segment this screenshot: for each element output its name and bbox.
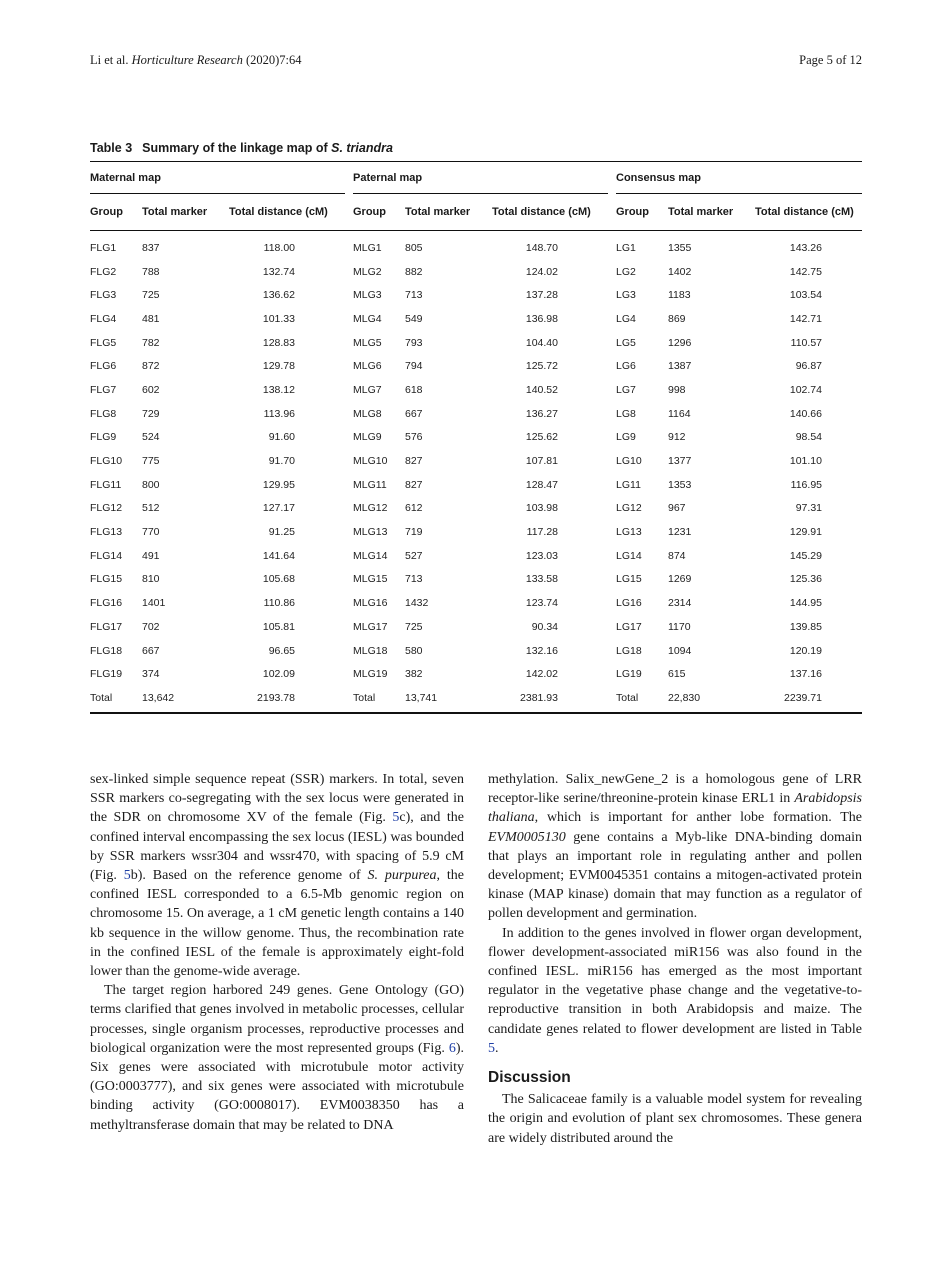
cell-total-marker: 1355 — [668, 241, 692, 254]
cell-total-marker: 770 — [142, 526, 160, 539]
table-row — [90, 331, 862, 355]
cell-total-marker: 618 — [405, 383, 423, 396]
cell-total-marker: 1164 — [668, 407, 691, 420]
cell-total-distance: 139.85 — [789, 620, 822, 633]
table-row — [90, 449, 862, 473]
paragraph: The target region harbored 249 genes. Gene Ontology (GO) terms clarified that genes involved in metabolic processes, cellular processes, single organism processes, reproductive processes and biological organization were the most represented groups (Fig. 6). Six genes were associated with microtubule motor activity (GO:0003777), and six genes were associated with microtubule binding activity (GO:0008017). EVM0038350 has a methyltransferase domain that may be related to DNA — [90, 983, 464, 1133]
running-head-journal: Horticulture Research — [131, 53, 243, 67]
cell-group: LG12 — [616, 502, 642, 515]
cell-group: LG3 — [616, 289, 636, 302]
cell-total-distance: 123.03 — [525, 549, 558, 562]
cell-group: FLG11 — [90, 478, 122, 491]
cell-group: FLG19 — [90, 668, 123, 681]
table-row — [90, 354, 862, 378]
table-row — [90, 473, 862, 497]
table-row — [90, 568, 862, 592]
cell-total-distance: 128.83 — [262, 336, 295, 349]
cell-total-distance: 144.95 — [789, 597, 822, 610]
cell-group: LG13 — [616, 526, 642, 539]
cell-total-marker: 782 — [142, 336, 160, 349]
cell-total-marker: 1353 — [668, 478, 692, 491]
cell-total-distance: 140.66 — [789, 407, 822, 420]
table-label: Table 3 — [90, 141, 133, 155]
cell-total-distance: 129.78 — [262, 360, 295, 373]
cell-total-distance: 91.70 — [268, 455, 295, 468]
cell-group: MLG8 — [353, 407, 382, 420]
cell-total-marker: 998 — [668, 383, 686, 396]
cell-total-marker: 872 — [142, 360, 160, 373]
cell-total-marker: 524 — [142, 431, 160, 444]
cell-total-distance: 136.98 — [525, 312, 558, 325]
cell-total-distance: 107.81 — [525, 455, 558, 468]
cell-total-marker: 580 — [405, 644, 423, 657]
group-header-maternal: Maternal map — [90, 162, 353, 194]
cell-total-distance: 136.27 — [525, 407, 558, 420]
cell-total-marker: 1269 — [668, 573, 692, 586]
cell-group: MLG18 — [353, 644, 388, 657]
cell-group: FLG16 — [90, 597, 123, 610]
cell-total-marker: 912 — [668, 431, 686, 444]
cell-total-marker: 1170 — [668, 620, 691, 633]
cell-total-marker: 2314 — [668, 597, 692, 610]
cell-group: FLG8 — [90, 407, 117, 420]
cell-total-distance: 2381.93 — [520, 691, 558, 704]
cell-group: LG16 — [616, 597, 642, 610]
cell-total-distance: 137.16 — [789, 668, 822, 681]
cell-group: LG14 — [616, 549, 642, 562]
cell-group: FLG1 — [90, 241, 117, 254]
table-body — [90, 236, 862, 710]
cell-total-distance: 98.54 — [795, 431, 822, 444]
table-title-main: Summary of the linkage map of — [142, 141, 328, 155]
table-group-header-row — [90, 162, 862, 194]
cell-total-marker: 788 — [142, 265, 160, 278]
cell-total-marker: 1401 — [142, 597, 166, 610]
cell-total-marker: 793 — [405, 336, 423, 349]
cell-total-marker: 810 — [142, 573, 160, 586]
cell-total-distance: 133.58 — [525, 573, 558, 586]
cell-group: MLG6 — [353, 360, 382, 373]
cell-total-marker: 374 — [142, 668, 160, 681]
table-row — [90, 260, 862, 284]
cell-total-marker: 1432 — [405, 597, 429, 610]
cell-group: MLG13 — [353, 526, 388, 539]
cell-total-marker: 13,741 — [405, 691, 438, 704]
cell-total-distance: 101.10 — [789, 455, 822, 468]
cell-total-marker: 794 — [405, 360, 423, 373]
table-column-header-row — [90, 194, 862, 231]
table-row — [90, 544, 862, 568]
cell-total-distance: 143.26 — [789, 241, 822, 254]
cell-total-marker: 713 — [405, 289, 423, 302]
table-row — [90, 639, 862, 663]
paragraph: In addition to the genes involved in flower organ development, flower development-associated miR156 was also found in the confined IESL. miR156 has emerged as the most important regulator in the vegetative phase change and the vegetative-to-reproductive transition in both Arabidopsis and maize. The candidate genes related to flower development are listed in Table 5. — [488, 925, 862, 1056]
table-row — [90, 378, 862, 402]
cell-total-distance: 103.98 — [525, 502, 558, 515]
cell-total-distance: 105.81 — [262, 620, 295, 633]
cell-group: FLG6 — [90, 360, 117, 373]
cell-total-marker: 702 — [142, 620, 160, 633]
cell-total-marker: 967 — [668, 502, 686, 515]
col-header-group: Group — [353, 206, 386, 218]
col-header-total-distance: Total distance (cM) — [492, 206, 591, 218]
linkage-map-table — [90, 141, 862, 714]
cell-total-marker: 512 — [142, 502, 160, 515]
cell-group: LG10 — [616, 455, 642, 468]
cell-total-marker: 602 — [142, 383, 160, 396]
table-row — [90, 662, 862, 686]
col-header-total-marker: Total marker — [142, 206, 208, 218]
paragraph: sex-linked simple sequence repeat (SSR) markers. In total, seven SSR markers co-segregating with the sex locus were generated in the SDR on chromosome XV of the female (Fig. 5c), and the confined interval encompassing the sex locus (IESL) was bounded by SSR markers wssr304 and wssr470, with spacing of 5.9 cM (Fig. 5b). Based on the reference genome of S. purpurea, the confined IESL corresponded to a 6.5-Mb genomic region on chromosome 15. On average, a 1 cM genetic length contains a 140 kb sequence in the willow genome. Thus, the recombination rate in the confined IESL of the female is approximately eight-fold lower than the genome-wide average. — [90, 772, 465, 980]
table-row — [90, 402, 862, 426]
paragraph: The Salicaceae family is a valuable model system for revealing the origin and evolution of plant sex chromosomes. These genera are widely distributed around the — [488, 1092, 862, 1146]
cell-total-distance: 129.95 — [262, 478, 295, 491]
cell-group: FLG10 — [90, 455, 123, 468]
group-header-consensus: Consensus map — [616, 162, 862, 194]
cell-total-distance: 113.96 — [263, 407, 295, 420]
cell-total-marker: 549 — [405, 312, 423, 325]
cell-group: LG19 — [616, 668, 642, 681]
cell-total-marker: 827 — [405, 455, 423, 468]
cell-total-marker: 491 — [142, 549, 160, 562]
cell-total-marker: 1296 — [668, 336, 692, 349]
cell-total-marker: 576 — [405, 431, 423, 444]
col-header-total-distance: Total distance (cM) — [229, 206, 328, 218]
cell-total-distance: 118.00 — [263, 241, 295, 254]
cell-total-marker: 1094 — [668, 644, 692, 657]
cell-total-distance: 97.31 — [795, 502, 822, 515]
cell-total-distance: 138.12 — [262, 383, 295, 396]
cell-total-marker: 775 — [142, 455, 160, 468]
cell-total-distance: 140.52 — [525, 383, 558, 396]
table-row — [90, 307, 862, 331]
figure-link[interactable]: 5 — [123, 868, 131, 884]
cell-group: FLG15 — [90, 573, 123, 586]
cell-total-distance: 2193.78 — [257, 691, 295, 704]
cell-total-distance: 142.75 — [789, 265, 822, 278]
cell-group: LG7 — [616, 383, 636, 396]
cell-total-distance: 117.28 — [526, 526, 558, 539]
running-head — [90, 53, 862, 69]
cell-total-marker: 1377 — [668, 455, 692, 468]
cell-total-distance: 90.34 — [531, 620, 558, 633]
table-row — [90, 591, 862, 615]
cell-total-distance: 132.74 — [262, 265, 295, 278]
cell-total-marker: 667 — [142, 644, 160, 657]
table-row — [90, 283, 862, 307]
cell-group: FLG12 — [90, 502, 123, 515]
cell-total-distance: 148.70 — [525, 241, 558, 254]
cell-total-marker: 805 — [405, 241, 423, 254]
col-header-total-marker: Total marker — [668, 206, 734, 218]
cell-total-distance: 132.16 — [525, 644, 558, 657]
table-row — [90, 520, 862, 544]
cell-group: MLG17 — [353, 620, 388, 633]
cell-total-distance: 104.40 — [525, 336, 558, 349]
cell-total-distance: 141.64 — [262, 549, 295, 562]
table-title — [90, 141, 862, 155]
cell-group: LG17 — [616, 620, 642, 633]
cell-group: MLG12 — [353, 502, 388, 515]
cell-total-marker: 527 — [405, 549, 423, 562]
cell-total-distance: 116.95 — [790, 478, 822, 491]
table-row — [90, 236, 862, 260]
running-head-citation — [90, 53, 302, 69]
cell-group: FLG3 — [90, 289, 117, 302]
cell-total-distance: 123.74 — [525, 597, 558, 610]
cell-group: MLG19 — [353, 668, 388, 681]
cell-group: FLG9 — [90, 431, 117, 444]
cell-group: FLG7 — [90, 383, 117, 396]
cell-group: FLG5 — [90, 336, 117, 349]
cell-total-marker: 1183 — [668, 289, 691, 302]
table-row — [90, 615, 862, 639]
cell-total-distance: 142.71 — [789, 312, 822, 325]
table-bottom-rule — [90, 712, 862, 714]
cell-total-marker: 827 — [405, 478, 423, 491]
body-column-right — [488, 770, 862, 1148]
cell-total-marker: 882 — [405, 265, 423, 278]
col-header-group: Group — [616, 206, 649, 218]
cell-total-distance: 120.19 — [789, 644, 822, 657]
cell-group: FLG17 — [90, 620, 123, 633]
cell-total-distance: 105.68 — [262, 573, 295, 586]
cell-total-marker: 1231 — [668, 526, 692, 539]
cell-total-distance: 145.29 — [789, 549, 822, 562]
paragraph: methylation. Salix_newGene_2 is a homologous gene of LRR receptor-like serine/threonine-protein kinase ERL1 in Arabidopsis thaliana, which is important for anther lobe formation. The EVM0005130 gene contains a Myb-like DNA-binding domain that plays an important role in regulating anther and pollen development; EVM0045351 contains a mitogen-activated protein kinase (MAP kinase) domain that may function as a regulator of pollen development and germination. — [488, 772, 862, 922]
cell-total-marker: 615 — [668, 668, 686, 681]
cell-group: MLG10 — [353, 455, 388, 468]
cell-total-distance: 101.33 — [262, 312, 295, 325]
cell-group: LG9 — [616, 431, 636, 444]
cell-group: MLG15 — [353, 573, 388, 586]
cell-total-distance: 96.87 — [795, 360, 822, 373]
cell-group: MLG4 — [353, 312, 382, 325]
cell-group: MLG7 — [353, 383, 382, 396]
cell-total-marker: 667 — [405, 407, 423, 420]
cell-total-marker: 382 — [405, 668, 423, 681]
cell-group: LG6 — [616, 360, 636, 373]
cell-total-marker: 725 — [405, 620, 423, 633]
col-header-group: Group — [90, 206, 123, 218]
cell-group: LG11 — [616, 478, 641, 491]
body-column-left — [90, 770, 464, 1135]
cell-total-distance: 96.65 — [268, 644, 295, 657]
cell-group: LG1 — [616, 241, 636, 254]
figure-link[interactable]: 5 — [392, 810, 400, 826]
cell-group: FLG2 — [90, 265, 117, 278]
cell-total-marker: 869 — [668, 312, 686, 325]
group-header-paternal: Paternal map — [353, 162, 616, 194]
cell-total-marker: 725 — [142, 289, 160, 302]
page-number: Page 5 of 12 — [799, 53, 862, 67]
cell-group: LG18 — [616, 644, 642, 657]
cell-total-distance: 125.36 — [789, 573, 822, 586]
cell-total-marker: 729 — [142, 407, 160, 420]
cell-group: Total — [616, 691, 639, 704]
cell-total-marker: 719 — [405, 526, 423, 539]
cell-total-marker: 1402 — [668, 265, 692, 278]
cell-group: MLG9 — [353, 431, 382, 444]
cell-total-distance: 103.54 — [789, 289, 822, 302]
cell-group: LG8 — [616, 407, 636, 420]
table-total-row — [90, 686, 862, 710]
cell-total-marker: 612 — [405, 502, 423, 515]
cell-total-distance: 2239.71 — [784, 691, 822, 704]
cell-total-marker: 713 — [405, 573, 423, 586]
cell-group: LG15 — [616, 573, 642, 586]
cell-group: Total — [90, 691, 113, 704]
cell-total-marker: 874 — [668, 549, 686, 562]
figure-link[interactable]: 6 — [448, 1040, 456, 1056]
cell-group: MLG14 — [353, 549, 388, 562]
cell-total-marker: 837 — [142, 241, 160, 254]
cell-group: MLG16 — [353, 597, 388, 610]
cell-group: FLG13 — [90, 526, 123, 539]
cell-group: FLG14 — [90, 549, 123, 562]
cell-group: MLG3 — [353, 289, 382, 302]
table-title-species: S. triandra — [331, 141, 393, 155]
cell-total-distance: 110.57 — [790, 336, 822, 349]
cell-total-marker: 1387 — [668, 360, 692, 373]
cell-total-distance: 137.28 — [525, 289, 558, 302]
cell-group: MLG5 — [353, 336, 382, 349]
table-row — [90, 497, 862, 521]
section-heading-discussion: Discussion — [488, 1069, 571, 1087]
cell-group: MLG11 — [353, 478, 387, 491]
cell-group: LG4 — [616, 312, 636, 325]
cell-total-distance: 125.62 — [525, 431, 558, 444]
cell-total-distance: 125.72 — [525, 360, 558, 373]
cell-group: FLG18 — [90, 644, 123, 657]
cell-total-distance: 102.09 — [262, 668, 295, 681]
table-link[interactable]: 5 — [488, 1040, 495, 1056]
cell-total-marker: 22,830 — [668, 691, 701, 704]
cell-total-distance: 129.91 — [789, 526, 822, 539]
running-head-issue: (2020)7:64 — [245, 53, 302, 67]
table-row — [90, 426, 862, 450]
cell-total-marker: 13,642 — [142, 691, 175, 704]
cell-total-distance: 91.25 — [268, 526, 295, 539]
cell-group: LG5 — [616, 336, 636, 349]
cell-total-distance: 127.17 — [262, 502, 295, 515]
cell-group: Total — [353, 691, 376, 704]
cell-total-distance: 128.47 — [525, 478, 558, 491]
cell-group: FLG4 — [90, 312, 117, 325]
cell-group: MLG2 — [353, 265, 382, 278]
cell-total-distance: 102.74 — [789, 383, 822, 396]
col-header-total-distance: Total distance (cM) — [755, 206, 854, 218]
cell-total-marker: 800 — [142, 478, 160, 491]
cell-total-distance: 110.86 — [263, 597, 295, 610]
running-head-authors: Li et al. — [90, 53, 129, 67]
cell-total-distance: 91.60 — [268, 431, 295, 444]
cell-group: MLG1 — [353, 241, 382, 254]
cell-total-marker: 481 — [142, 312, 160, 325]
cell-total-distance: 136.62 — [262, 289, 295, 302]
cell-group: LG2 — [616, 265, 636, 278]
col-header-total-marker: Total marker — [405, 206, 471, 218]
cell-total-distance: 124.02 — [525, 265, 558, 278]
cell-total-distance: 142.02 — [525, 668, 558, 681]
